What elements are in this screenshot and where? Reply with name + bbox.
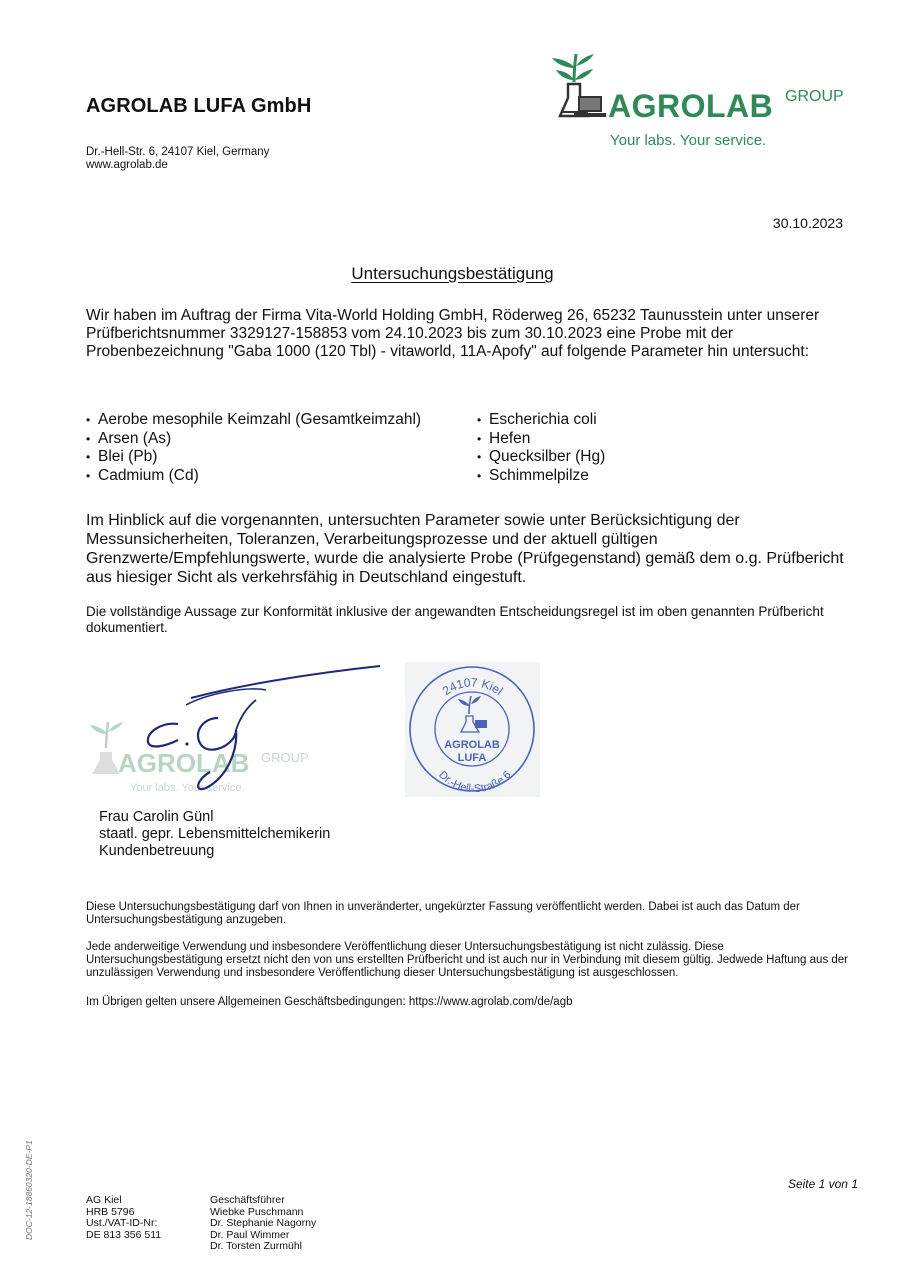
signature-logo-name: AGROLAB xyxy=(118,748,250,778)
footer-line: DE 813 356 511 xyxy=(86,1228,162,1241)
company-stamp xyxy=(405,662,540,797)
document-id: DOC-12-18860320-DE-P1 xyxy=(24,1140,34,1240)
handwritten-signature xyxy=(86,660,386,800)
legal-paragraph-restriction: Jede anderweitige Verwendung und insbesondere Veröffentlichung dieser Untersuchungsbestätigung ist nicht zulässig. Diese Untersuchungsbestätigung ersetzt nicht den von uns erstellten Prüfbericht und ist auch nur in Verbindung mit diesem gültig. Jedwede Haftung aus der unzulässigen Verwendung und insbesondere Veröffentlichung dieser Untersuchungsbestätigung ist ausgeschlossen. xyxy=(86,941,849,979)
legal-paragraph-terms: Im Übrigen gelten unsere Allgemeinen Geschäftsbedingungen: https://www.agrolab.com/de/agb xyxy=(86,996,573,1008)
stamp-name: AGROLAB xyxy=(444,739,500,751)
parameter-item: • Blei (Pb) xyxy=(86,448,421,467)
footer-line: Geschäftsführer xyxy=(210,1194,285,1206)
stamp-bottom-text: Dr.-Hell-Straße 6 xyxy=(436,768,514,796)
parameter-column-right xyxy=(477,411,605,485)
signer-block xyxy=(99,809,330,860)
footer-line: Dr. Paul Wimmer xyxy=(210,1228,290,1241)
parameter-column-left xyxy=(86,411,421,485)
signer-name: Frau Carolin Günl xyxy=(99,809,214,825)
parameter-item: • Cadmium (Cd) xyxy=(86,467,421,486)
lab-plant-icon xyxy=(548,50,608,130)
address-street: Dr.-Hell-Str. 6, 24107 Kiel, Germany xyxy=(86,146,270,158)
page-number: Seite 1 von 1 xyxy=(787,1177,858,1191)
parameter-item: • Escherichia coli xyxy=(477,411,605,430)
stamp-sub: LUFA xyxy=(457,752,487,764)
stamp-top-text: 24107 Kiel xyxy=(439,675,506,699)
parameter-item: • Schimmelpilze xyxy=(477,467,605,486)
logo-slogan: Your labs. Your service. xyxy=(610,132,767,149)
signer-role: staatl. gepr. Lebensmittelchemikerin xyxy=(99,826,331,842)
footer-line: Dr. Stephanie Nagorny xyxy=(210,1217,317,1229)
company-name: AGROLAB LUFA GmbH xyxy=(86,95,312,117)
footer-line: Wiebke Puschmann xyxy=(210,1205,304,1218)
conformity-note: Die vollständige Aussage zur Konformität inklusive der angewandten Entscheidungsregel ist im oben genannten Prüfbericht dokumentiert. xyxy=(86,604,824,635)
footer-registry xyxy=(86,1195,161,1241)
company-address xyxy=(86,146,269,172)
parameter-item: • Arsen (As) xyxy=(86,430,421,449)
signature-area xyxy=(86,660,386,800)
assessment-paragraph: Im Hinblick auf die vorgenannten, untersuchten Parameter sowie unter Berücksichtigung der Messunsicherheiten, Toleranzen, Verarbeitungsprozesse und der aktuell gültigen Grenzwerte/Empfehlungswerte, wurde die analysierte Probe (Prüfgegenstand) gemäß dem o.g. Prüfbericht aus hiesiger Sicht als verkehrsfähig in Deutschland eingestuft. xyxy=(86,512,844,586)
document-title-text: Untersuchungsbestätigung xyxy=(351,264,554,283)
stamp-graphic xyxy=(405,662,540,797)
parameter-item: • Quecksilber (Hg) xyxy=(477,448,605,467)
address-website: www.agrolab.de xyxy=(86,159,168,171)
signature-logo-slogan: Your labs. Your service. xyxy=(130,782,245,794)
logo-name: AGROLAB xyxy=(608,88,774,124)
footer-line: Ust./VAT-ID-Nr: xyxy=(86,1217,158,1229)
document-date: 30.10.2023 xyxy=(772,215,843,231)
footer-line: Dr. Torsten Zurmühl xyxy=(210,1240,303,1252)
footer-line: HRB 5796 xyxy=(86,1205,135,1218)
signer-department: Kundenbetreuung xyxy=(99,843,215,859)
footer-line: AG Kiel xyxy=(86,1194,122,1206)
agrolab-logo xyxy=(548,50,858,155)
parameter-item: • Hefen xyxy=(477,430,605,449)
footer-management xyxy=(210,1195,316,1253)
signature-logo-group: GROUP xyxy=(261,750,309,765)
legal-paragraph-publication: Diese Untersuchungsbestätigung darf von Ihnen in unveränderter, ungekürzter Fassung veröffentlicht werden. Dabei ist auch das Datum der Untersuchungsbestätigung anzugeben. xyxy=(86,901,800,926)
document-title xyxy=(0,264,905,284)
intro-paragraph: Wir haben im Auftrag der Firma Vita-World Holding GmbH, Röderweg 26, 65232 Taunusstein unter unserer Prüfberichtsnummer 3329127-158853 vom 24.10.2023 bis zum 30.10.2023 eine Probe mit der Probenbezeichnung "Gaba 1000 (120 Tbl) - vitaworld, 11A-Apofy" auf folgende Parameter hin untersucht: xyxy=(86,307,820,360)
logo-group: GROUP xyxy=(785,88,844,105)
parameter-item: • Aerobe mesophile Keimzahl (Gesamtkeimzahl) xyxy=(86,411,421,430)
